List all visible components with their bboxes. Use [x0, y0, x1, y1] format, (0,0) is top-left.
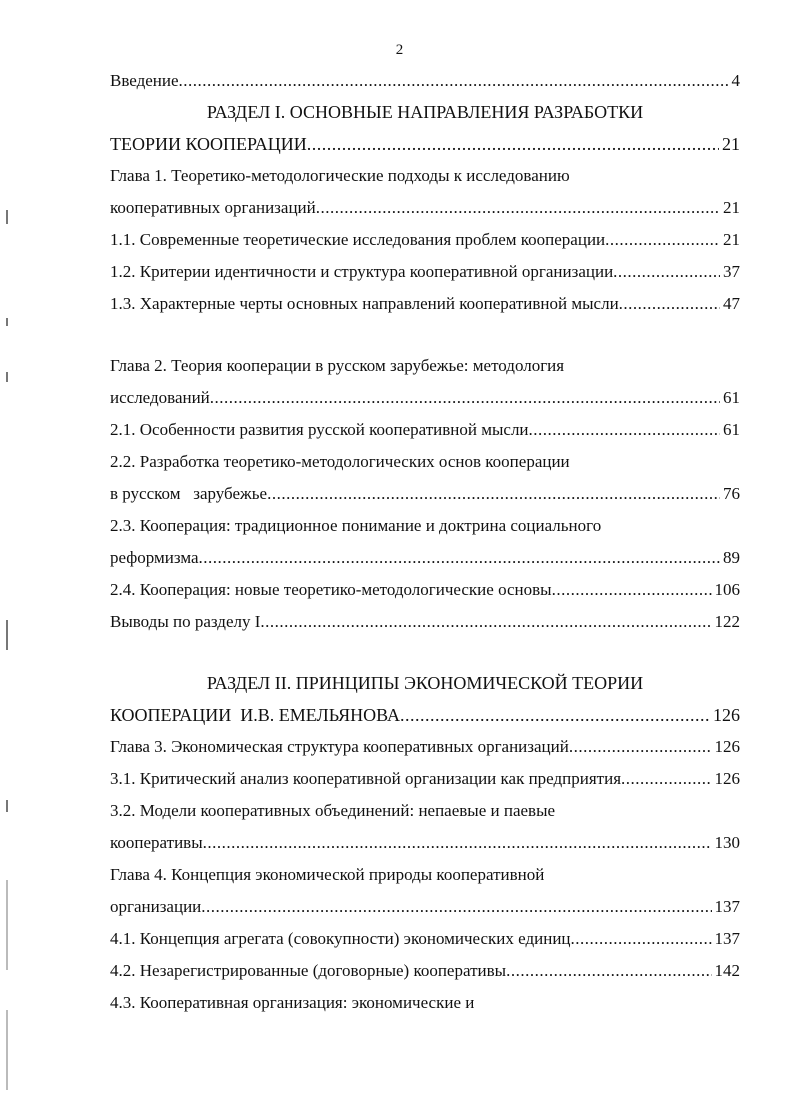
leader-dots: [506, 960, 711, 982]
toc-entry-section-1[interactable]: [110, 133, 740, 155]
toc-entry-3-1[interactable]: [110, 768, 740, 790]
page-number: 2: [395, 42, 404, 58]
toc-entry-title: Глава 3. Экономическая структура кооперативных организаций: [110, 737, 569, 756]
toc-entry-page: 61: [723, 420, 740, 439]
leader-dots: [316, 197, 720, 219]
toc-entry-2-1[interactable]: [110, 419, 740, 441]
leader-dots: [201, 896, 711, 918]
toc-entry-title: Выводы по разделу I: [110, 612, 261, 631]
toc-entry-page: 21: [723, 230, 740, 249]
leader-dots: [199, 547, 720, 569]
toc-entry-title: 4.1. Концепция агрегата (совокупности) экономических единиц: [110, 929, 571, 948]
toc-entry-page: 126: [714, 737, 740, 756]
leader-dots: [529, 419, 720, 441]
leader-dots: [605, 229, 720, 251]
toc-entry-page: 130: [714, 833, 740, 852]
toc-entry-page: 106: [714, 580, 740, 599]
scan-mark: [6, 1010, 8, 1090]
toc-entry-2-4[interactable]: [110, 579, 740, 601]
scan-mark: [6, 620, 8, 650]
leader-dots: [307, 133, 719, 155]
chapter-4-title: Глава 4. Концепция экономической природы кооперативной: [110, 865, 545, 884]
toc-entry-chapter-2[interactable]: [110, 387, 740, 409]
toc-entry-chapter-1[interactable]: [110, 197, 740, 219]
toc-entry-page: 126: [714, 769, 740, 788]
leader-dots: [179, 70, 729, 92]
toc-entry-1-3[interactable]: [110, 293, 740, 315]
scan-mark: [6, 318, 8, 326]
leader-dots: [552, 579, 712, 601]
section-3-2-title: 3.2. Модели кооперативных объединений: непаевые и паевые: [110, 801, 556, 820]
chapter-2-title: Глава 2. Теория кооперации в русском зарубежье: методология: [110, 356, 565, 375]
leader-dots: [569, 736, 712, 758]
toc-entry-title: реформизма: [110, 548, 199, 567]
toc-entry-page: 21: [722, 134, 740, 154]
toc-entry-intro[interactable]: [110, 70, 740, 92]
section-2-2-title: 2.2. Разработка теоретико-методологических основ кооперации: [110, 452, 570, 471]
toc-entry-conclusions-1[interactable]: [110, 611, 740, 633]
toc-entry-section-2[interactable]: [110, 704, 740, 726]
toc-entry-title: кооперативных организаций: [110, 198, 316, 217]
toc-entry-title: 1.2. Критерии идентичности и структура кооперативной организации: [110, 262, 614, 281]
scan-mark: [6, 800, 8, 812]
leader-dots: [619, 293, 720, 315]
toc-entry-page: 61: [723, 388, 740, 407]
leader-dots: [210, 387, 720, 409]
section-1-heading: РАЗДЕЛ I. ОСНОВНЫЕ НАПРАВЛЕНИЯ РАЗРАБОТКИ: [206, 102, 644, 122]
scan-mark: [6, 210, 8, 224]
toc-entry-page: 47: [723, 294, 740, 313]
toc-entry-page: 21: [723, 198, 740, 217]
toc-entry-page: 137: [714, 897, 740, 916]
toc-entry-title: 3.1. Критический анализ кооперативной организации как предприятия: [110, 769, 622, 788]
toc-entry-3-2[interactable]: [110, 832, 740, 854]
toc-entry-chapter-4[interactable]: [110, 896, 740, 918]
leader-dots: [267, 483, 720, 505]
toc-entry-2-3[interactable]: [110, 547, 740, 569]
toc-entry-title: 2.4. Кооперация: новые теоретико-методологические основы: [110, 580, 552, 599]
toc-entry-title: 4.2. Незарегистрированные (договорные) кооперативы: [110, 961, 507, 980]
leader-dots: [571, 928, 712, 950]
toc-entry-4-1[interactable]: [110, 928, 740, 950]
toc-entry-title: в русском зарубежье: [110, 484, 268, 503]
toc-entry-title: исследований: [110, 388, 210, 407]
toc-entry-title: Введение: [110, 71, 179, 90]
toc-entry-page: 89: [723, 548, 740, 567]
section-2-3-title: 2.3. Кооперация: традиционное понимание и доктрина социального: [110, 516, 602, 535]
toc-entry-title: 1.1. Современные теоретические исследования проблем кооперации: [110, 230, 606, 249]
toc-entry-4-2[interactable]: [110, 960, 740, 982]
toc-entry-2-2[interactable]: [110, 483, 740, 505]
toc-entry-title: 1.3. Характерные черты основных направлений кооперативной мысли: [110, 294, 619, 313]
toc-entry-page: 4: [731, 71, 740, 90]
toc-entry-title: организации: [110, 897, 202, 916]
chapter-1-title: Глава 1. Теоретико-методологические подходы к исследованию: [110, 166, 570, 185]
toc-entry-title: 2.1. Особенности развития русской кооперативной мысли: [110, 420, 529, 439]
toc-entry-page: 37: [723, 262, 740, 281]
toc-entry-page: 76: [723, 484, 740, 503]
toc-entry-chapter-3[interactable]: [110, 736, 740, 758]
toc-entry-title: КООПЕРАЦИИ И.В. ЕМЕЛЬЯНОВА: [110, 705, 400, 725]
leader-dots: [400, 704, 710, 726]
scan-mark: [6, 372, 8, 382]
toc-entry-page: 142: [714, 961, 740, 980]
leader-dots: [621, 768, 711, 790]
leader-dots: [613, 261, 720, 283]
section-4-3-title: 4.3. Кооперативная организация: экономические и: [110, 993, 475, 1012]
toc-entry-1-2[interactable]: [110, 261, 740, 283]
toc-entry-page: 122: [714, 612, 740, 631]
section-2-heading: РАЗДЕЛ II. ПРИНЦИПЫ ЭКОНОМИЧЕСКОЙ ТЕОРИИ: [206, 673, 644, 693]
leader-dots: [203, 832, 712, 854]
toc-entry-title: кооперативы: [110, 833, 203, 852]
toc-entry-title: ТЕОРИИ КООПЕРАЦИИ: [110, 134, 307, 154]
toc-entry-page: 137: [714, 929, 740, 948]
toc-entry-page: 126: [713, 705, 740, 725]
scan-mark: [6, 880, 8, 970]
toc-entry-1-1[interactable]: [110, 229, 740, 251]
leader-dots: [260, 611, 711, 633]
